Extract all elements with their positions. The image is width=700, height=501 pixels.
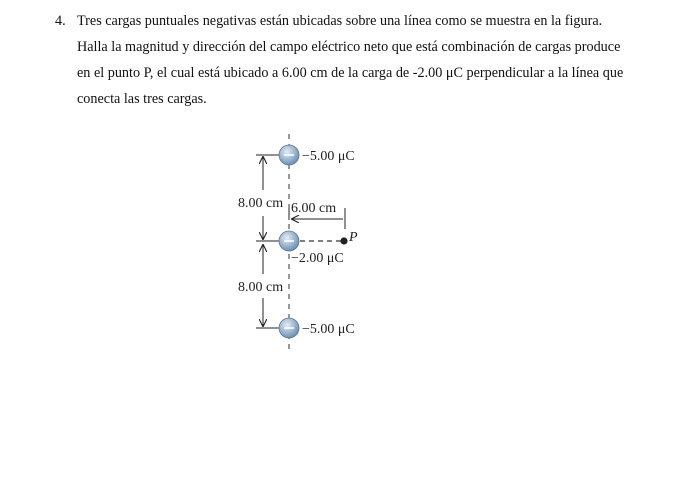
problem-line-1: 4. Tres cargas puntuales negativas están ubicadas sobre una línea como se muestra en la figura. bbox=[55, 8, 655, 34]
upper-distance-label: 8.00 cm bbox=[238, 196, 284, 211]
problem-line-3: en el punto P, el cual está ubicado a 6.00 cm de la carga de -2.00 μC perpendicular a la línea que bbox=[77, 65, 624, 81]
point-p-dot bbox=[340, 237, 347, 244]
lower-distance-label: 8.00 cm bbox=[238, 280, 284, 295]
middle-charge bbox=[279, 231, 299, 251]
problem-line-2: Halla la magnitud y dirección del campo eléctrico neto que está combinación de cargas produce bbox=[77, 39, 621, 55]
top-charge-label: −5.00 μC bbox=[302, 149, 355, 164]
middle-charge-label: −2.00 μC bbox=[291, 251, 344, 266]
horizontal-distance-label: 6.00 cm bbox=[291, 201, 337, 216]
problem-line-4: conecta las tres cargas. bbox=[77, 91, 207, 107]
problem-number: 4. bbox=[55, 13, 66, 29]
problem-statement bbox=[55, 8, 655, 112]
top-charge bbox=[279, 145, 299, 165]
bottom-charge bbox=[279, 318, 299, 338]
charges-figure bbox=[220, 128, 390, 358]
point-p-label: P bbox=[349, 230, 358, 245]
bottom-charge-label: −5.00 μC bbox=[302, 322, 355, 337]
